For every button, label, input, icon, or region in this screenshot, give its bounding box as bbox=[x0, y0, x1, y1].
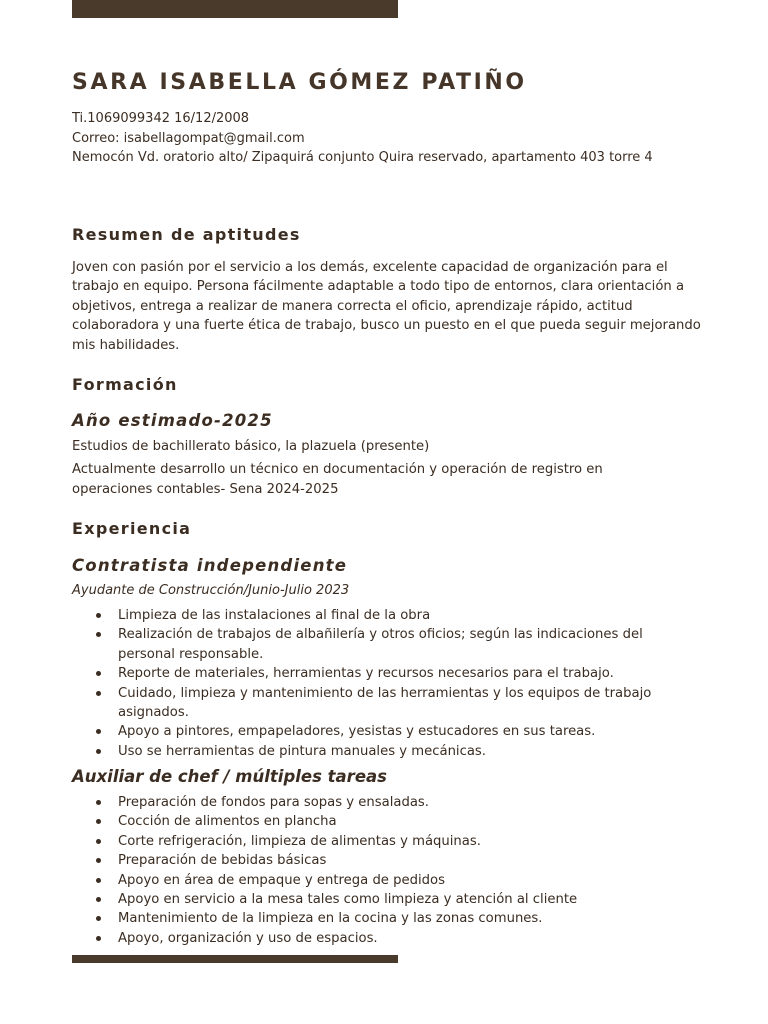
list-item: Realización de trabajos de albañilería y otros oficios; según las indicaciones del personal responsable. bbox=[72, 625, 672, 664]
list-item: Preparación de fondos para sopas y ensaladas. bbox=[72, 793, 672, 812]
address-line: Nemocón Vd. oratorio alto/ Zipaquirá conjunto Quira reservado, apartamento 403 torre 4 bbox=[72, 150, 653, 165]
resumen-text: Joven con pasión por el servicio a los demás, excelente capacidad de organización para el trabajo en equipo. Persona fácilmente adaptable a todo tipo de entornos, clara orientación a objetivos, entrega a realizar de manera correcta el oficio, aprendizaje rápido, actitud colaboradora y una fuerte ética de trabajo, busco un puesto en el que pueda seguir mejorando mis habilidades. bbox=[72, 260, 701, 353]
list-item: Mantenimiento de la limpieza en la cocina y las zonas comunes. bbox=[72, 909, 672, 928]
list-item: Preparación de bebidas básicas bbox=[72, 851, 672, 870]
bottom-decorative-bar bbox=[72, 955, 398, 963]
list-item: Apoyo, organización y uso de espacios. bbox=[72, 929, 672, 948]
section-heading-resumen: Resumen de aptitudes bbox=[72, 225, 301, 244]
candidate-name: SARA ISABELLA GÓMEZ PATIÑO bbox=[72, 70, 527, 95]
id-line: Ti.1069099342 16/12/2008 bbox=[72, 111, 250, 126]
list-item: Cocción de alimentos en plancha bbox=[72, 812, 672, 831]
email-line: Correo: isabellagompat@gmail.com bbox=[72, 131, 305, 146]
job-title-1: Contratista independiente bbox=[72, 556, 348, 575]
section-heading-experiencia: Experiencia bbox=[72, 519, 192, 538]
list-item: Corte refrigeración, limpieza de alimentas y máquinas. bbox=[72, 832, 672, 851]
job-title-2: Auxiliar de chef / múltiples tareas bbox=[72, 767, 387, 786]
job-2-duties bbox=[72, 793, 672, 948]
job-role-1: Ayudante de Construcción/Junio-Julio 2023 bbox=[72, 583, 350, 598]
list-item: Apoyo en servicio a la mesa tales como limpieza y atención al cliente bbox=[72, 890, 672, 909]
formacion-line-2a: Actualmente desarrollo un técnico en documentación y operación de registro en bbox=[72, 462, 603, 477]
list-item: Reporte de materiales, herramientas y recursos necesarios para el trabajo. bbox=[72, 664, 672, 683]
section-heading-formacion: Formación bbox=[72, 375, 178, 394]
list-item: Cuidado, limpieza y mantenimiento de las herramientas y los equipos de trabajo asignados. bbox=[72, 684, 672, 723]
list-item: Apoyo a pintores, empapeladores, yesistas y estucadores en sus tareas. bbox=[72, 722, 672, 741]
formacion-subheading: Año estimado-2025 bbox=[72, 411, 273, 430]
formacion-line-1: Estudios de bachillerato básico, la plazuela (presente) bbox=[72, 439, 430, 454]
top-decorative-bar bbox=[72, 0, 398, 18]
job-1-duties bbox=[72, 606, 672, 761]
formacion-line-2b: operaciones contables- Sena 2024-2025 bbox=[72, 482, 339, 497]
list-item: Uso se herramientas de pintura manuales y mecánicas. bbox=[72, 742, 672, 761]
list-item: Limpieza de las instalaciones al final de la obra bbox=[72, 606, 672, 625]
list-item: Apoyo en área de empaque y entrega de pedidos bbox=[72, 871, 672, 890]
